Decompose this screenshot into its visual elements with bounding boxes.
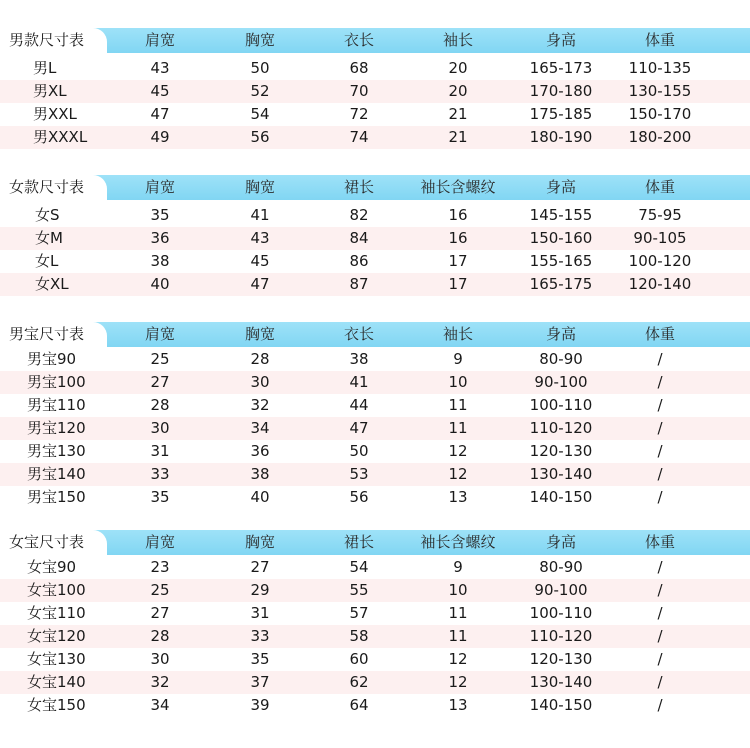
table-cell: 31 bbox=[150, 442, 170, 460]
table-cell: 39 bbox=[250, 696, 270, 714]
table-cell: 100-120 bbox=[628, 252, 692, 270]
table-row bbox=[0, 227, 750, 250]
table-cell: 37 bbox=[250, 673, 270, 691]
table-cell: / bbox=[657, 581, 663, 599]
size-label: 女S bbox=[35, 206, 60, 224]
size-label: 女宝100 bbox=[27, 581, 86, 599]
table-cell: 34 bbox=[250, 419, 270, 437]
table-cell: 12 bbox=[448, 650, 468, 668]
table-cell: / bbox=[657, 350, 663, 368]
size-label: 女宝90 bbox=[27, 558, 77, 576]
table-cell: 41 bbox=[349, 373, 369, 391]
table-cell: 30 bbox=[250, 373, 270, 391]
table-row bbox=[0, 694, 750, 717]
table-cell: 16 bbox=[448, 206, 468, 224]
table-cell: 155-165 bbox=[529, 252, 593, 270]
table-cell: 36 bbox=[150, 229, 170, 247]
table-cell: 30 bbox=[150, 419, 170, 437]
table-cell: 60 bbox=[349, 650, 369, 668]
table-cell: 58 bbox=[349, 627, 369, 645]
table-cell: 17 bbox=[448, 275, 468, 293]
table-cell: 43 bbox=[150, 59, 170, 77]
table-row bbox=[0, 602, 750, 625]
column-header: 袖长 bbox=[442, 325, 473, 343]
table-cell: 110-120 bbox=[529, 419, 593, 437]
size-label: 女宝110 bbox=[27, 604, 86, 622]
size-label: 男宝140 bbox=[27, 465, 86, 483]
table-cell: 120-130 bbox=[529, 442, 593, 460]
table-row bbox=[0, 204, 750, 227]
table-cell: 11 bbox=[448, 419, 468, 437]
table-cell: / bbox=[657, 373, 663, 391]
table-cell: 20 bbox=[448, 82, 468, 100]
table-cell: 100-110 bbox=[529, 396, 593, 414]
table-cell: 82 bbox=[349, 206, 369, 224]
size-label: 男宝130 bbox=[27, 442, 86, 460]
size-label: 男XL bbox=[33, 82, 67, 100]
table-cell: 11 bbox=[448, 604, 468, 622]
table-row bbox=[0, 625, 750, 648]
table-cell: 74 bbox=[349, 128, 369, 146]
size-label: 男L bbox=[33, 59, 57, 77]
column-header: 袖长 bbox=[442, 31, 473, 49]
table-row bbox=[0, 440, 750, 463]
table-cell: 38 bbox=[349, 350, 369, 368]
table-cell: 13 bbox=[448, 696, 468, 714]
table-cell: 90-100 bbox=[534, 373, 588, 391]
table-cell: 33 bbox=[250, 627, 270, 645]
column-header: 胸宽 bbox=[244, 533, 275, 551]
table-cell: 120-140 bbox=[628, 275, 692, 293]
table-cell: 38 bbox=[250, 465, 270, 483]
table-cell: 165-175 bbox=[529, 275, 593, 293]
table-row bbox=[0, 250, 750, 273]
column-header: 身高 bbox=[545, 31, 576, 49]
table-cell: 84 bbox=[349, 229, 369, 247]
table-cell: 33 bbox=[150, 465, 170, 483]
size-table-boys bbox=[0, 322, 750, 509]
column-header: 裙长 bbox=[343, 533, 374, 551]
table-cell: 36 bbox=[250, 442, 270, 460]
table-cell: 25 bbox=[150, 350, 170, 368]
table-cell: 20 bbox=[448, 59, 468, 77]
table-cell: 62 bbox=[349, 673, 369, 691]
table-cell: 25 bbox=[150, 581, 170, 599]
table-cell: 31 bbox=[250, 604, 270, 622]
column-header: 身高 bbox=[545, 533, 576, 551]
size-label: 女L bbox=[35, 252, 59, 270]
table-cell: 12 bbox=[448, 673, 468, 691]
size-label: 男宝120 bbox=[27, 419, 86, 437]
table-cell: 180-190 bbox=[529, 128, 593, 146]
table-header bbox=[0, 322, 750, 347]
table-cell: / bbox=[657, 673, 663, 691]
table-cell: 145-155 bbox=[529, 206, 593, 224]
table-cell: 35 bbox=[150, 488, 170, 506]
table-row bbox=[0, 556, 750, 579]
column-header: 袖长含螺纹 bbox=[420, 533, 496, 551]
table-cell: 17 bbox=[448, 252, 468, 270]
table-cell: 170-180 bbox=[529, 82, 593, 100]
table-cell: 50 bbox=[349, 442, 369, 460]
table-cell: 87 bbox=[349, 275, 369, 293]
table-cell: 30 bbox=[150, 650, 170, 668]
table-cell: 16 bbox=[448, 229, 468, 247]
table-cell: 21 bbox=[448, 105, 468, 123]
column-header: 体重 bbox=[644, 325, 675, 343]
table-row bbox=[0, 80, 750, 103]
table-cell: 68 bbox=[349, 59, 369, 77]
table-cell: 130-140 bbox=[529, 673, 593, 691]
table-title: 女宝尺寸表 bbox=[0, 530, 107, 555]
size-label: 男宝110 bbox=[27, 396, 86, 414]
table-cell: 13 bbox=[448, 488, 468, 506]
table-cell: 70 bbox=[349, 82, 369, 100]
table-cell: 10 bbox=[448, 373, 468, 391]
table-header bbox=[0, 28, 750, 53]
column-header: 肩宽 bbox=[144, 178, 175, 196]
table-row bbox=[0, 648, 750, 671]
size-label: 女宝140 bbox=[27, 673, 86, 691]
table-cell: 47 bbox=[349, 419, 369, 437]
table-cell: 72 bbox=[349, 105, 369, 123]
size-label: 女M bbox=[35, 229, 63, 247]
table-cell: 9 bbox=[453, 558, 463, 576]
size-table-men bbox=[0, 28, 750, 149]
table-cell: 140-150 bbox=[529, 488, 593, 506]
table-cell: / bbox=[657, 396, 663, 414]
table-cell: 34 bbox=[150, 696, 170, 714]
table-cell: 175-185 bbox=[529, 105, 593, 123]
table-title: 男款尺寸表 bbox=[0, 28, 107, 53]
table-cell: 75-95 bbox=[638, 206, 682, 224]
table-cell: 57 bbox=[349, 604, 369, 622]
table-title: 女款尺寸表 bbox=[0, 175, 107, 200]
column-header: 胸宽 bbox=[244, 325, 275, 343]
table-cell: 12 bbox=[448, 465, 468, 483]
table-cell: 49 bbox=[150, 128, 170, 146]
table-cell: / bbox=[657, 488, 663, 506]
table-cell: / bbox=[657, 627, 663, 645]
table-row bbox=[0, 126, 750, 149]
table-row bbox=[0, 348, 750, 371]
table-cell: 12 bbox=[448, 442, 468, 460]
column-header: 袖长含螺纹 bbox=[420, 178, 496, 196]
column-header: 肩宽 bbox=[144, 325, 175, 343]
table-row bbox=[0, 371, 750, 394]
table-cell: 29 bbox=[250, 581, 270, 599]
size-table-women bbox=[0, 175, 750, 296]
table-cell: 47 bbox=[150, 105, 170, 123]
table-cell: 27 bbox=[250, 558, 270, 576]
column-header: 身高 bbox=[545, 178, 576, 196]
column-header: 胸宽 bbox=[244, 31, 275, 49]
table-cell: 150-160 bbox=[529, 229, 593, 247]
table-cell: 23 bbox=[150, 558, 170, 576]
table-cell: / bbox=[657, 419, 663, 437]
column-header: 体重 bbox=[644, 31, 675, 49]
table-cell: 38 bbox=[150, 252, 170, 270]
table-cell: 53 bbox=[349, 465, 369, 483]
table-cell: 86 bbox=[349, 252, 369, 270]
table-cell: 44 bbox=[349, 396, 369, 414]
size-label: 女XL bbox=[35, 275, 69, 293]
table-cell: 9 bbox=[453, 350, 463, 368]
table-row bbox=[0, 463, 750, 486]
table-header bbox=[0, 175, 750, 200]
table-cell: 130-155 bbox=[628, 82, 692, 100]
table-cell: 54 bbox=[349, 558, 369, 576]
table-cell: 27 bbox=[150, 373, 170, 391]
size-label: 女宝120 bbox=[27, 627, 86, 645]
column-header: 身高 bbox=[545, 325, 576, 343]
table-cell: 11 bbox=[448, 396, 468, 414]
table-cell: 50 bbox=[250, 59, 270, 77]
table-cell: 110-135 bbox=[628, 59, 692, 77]
size-label: 男宝100 bbox=[27, 373, 86, 391]
column-header: 体重 bbox=[644, 533, 675, 551]
size-table-girls bbox=[0, 530, 750, 717]
table-cell: 41 bbox=[250, 206, 270, 224]
table-row bbox=[0, 103, 750, 126]
table-cell: 47 bbox=[250, 275, 270, 293]
table-cell: 35 bbox=[150, 206, 170, 224]
table-cell: / bbox=[657, 558, 663, 576]
table-cell: 165-173 bbox=[529, 59, 593, 77]
table-row bbox=[0, 273, 750, 296]
table-cell: / bbox=[657, 696, 663, 714]
table-cell: 52 bbox=[250, 82, 270, 100]
table-row bbox=[0, 671, 750, 694]
size-label: 男宝150 bbox=[27, 488, 86, 506]
size-label: 女宝150 bbox=[27, 696, 86, 714]
table-cell: 45 bbox=[150, 82, 170, 100]
table-header bbox=[0, 530, 750, 555]
table-cell: 40 bbox=[250, 488, 270, 506]
table-cell: 32 bbox=[150, 673, 170, 691]
table-row bbox=[0, 486, 750, 509]
size-label: 男XXXL bbox=[33, 128, 88, 146]
table-cell: 28 bbox=[150, 627, 170, 645]
table-cell: 45 bbox=[250, 252, 270, 270]
table-cell: 10 bbox=[448, 581, 468, 599]
table-cell: 130-140 bbox=[529, 465, 593, 483]
table-cell: 11 bbox=[448, 627, 468, 645]
table-cell: / bbox=[657, 465, 663, 483]
table-cell: 32 bbox=[250, 396, 270, 414]
table-cell: 43 bbox=[250, 229, 270, 247]
table-row bbox=[0, 417, 750, 440]
table-row bbox=[0, 394, 750, 417]
table-cell: 40 bbox=[150, 275, 170, 293]
table-cell: 28 bbox=[150, 396, 170, 414]
table-cell: 90-100 bbox=[534, 581, 588, 599]
table-title: 男宝尺寸表 bbox=[0, 322, 107, 347]
column-header: 体重 bbox=[644, 178, 675, 196]
table-row bbox=[0, 57, 750, 80]
column-header: 裙长 bbox=[343, 178, 374, 196]
table-cell: 90-105 bbox=[633, 229, 687, 247]
size-label: 女宝130 bbox=[27, 650, 86, 668]
column-header: 肩宽 bbox=[144, 533, 175, 551]
table-cell: 28 bbox=[250, 350, 270, 368]
table-cell: 56 bbox=[250, 128, 270, 146]
table-cell: 35 bbox=[250, 650, 270, 668]
column-header: 衣长 bbox=[343, 325, 374, 343]
table-cell: 80-90 bbox=[539, 558, 583, 576]
table-cell: 150-170 bbox=[628, 105, 692, 123]
column-header: 肩宽 bbox=[144, 31, 175, 49]
table-cell: 56 bbox=[349, 488, 369, 506]
table-cell: 54 bbox=[250, 105, 270, 123]
table-cell: 55 bbox=[349, 581, 369, 599]
table-row bbox=[0, 579, 750, 602]
table-cell: 64 bbox=[349, 696, 369, 714]
table-cell: 27 bbox=[150, 604, 170, 622]
column-header: 衣长 bbox=[343, 31, 374, 49]
table-cell: / bbox=[657, 442, 663, 460]
table-cell: 100-110 bbox=[529, 604, 593, 622]
table-cell: 120-130 bbox=[529, 650, 593, 668]
table-cell: 80-90 bbox=[539, 350, 583, 368]
table-cell: / bbox=[657, 604, 663, 622]
table-cell: 140-150 bbox=[529, 696, 593, 714]
table-cell: 21 bbox=[448, 128, 468, 146]
column-header: 胸宽 bbox=[244, 178, 275, 196]
table-cell: 180-200 bbox=[628, 128, 692, 146]
size-label: 男宝90 bbox=[27, 350, 77, 368]
table-cell: / bbox=[657, 650, 663, 668]
size-label: 男XXL bbox=[33, 105, 77, 123]
table-cell: 110-120 bbox=[529, 627, 593, 645]
